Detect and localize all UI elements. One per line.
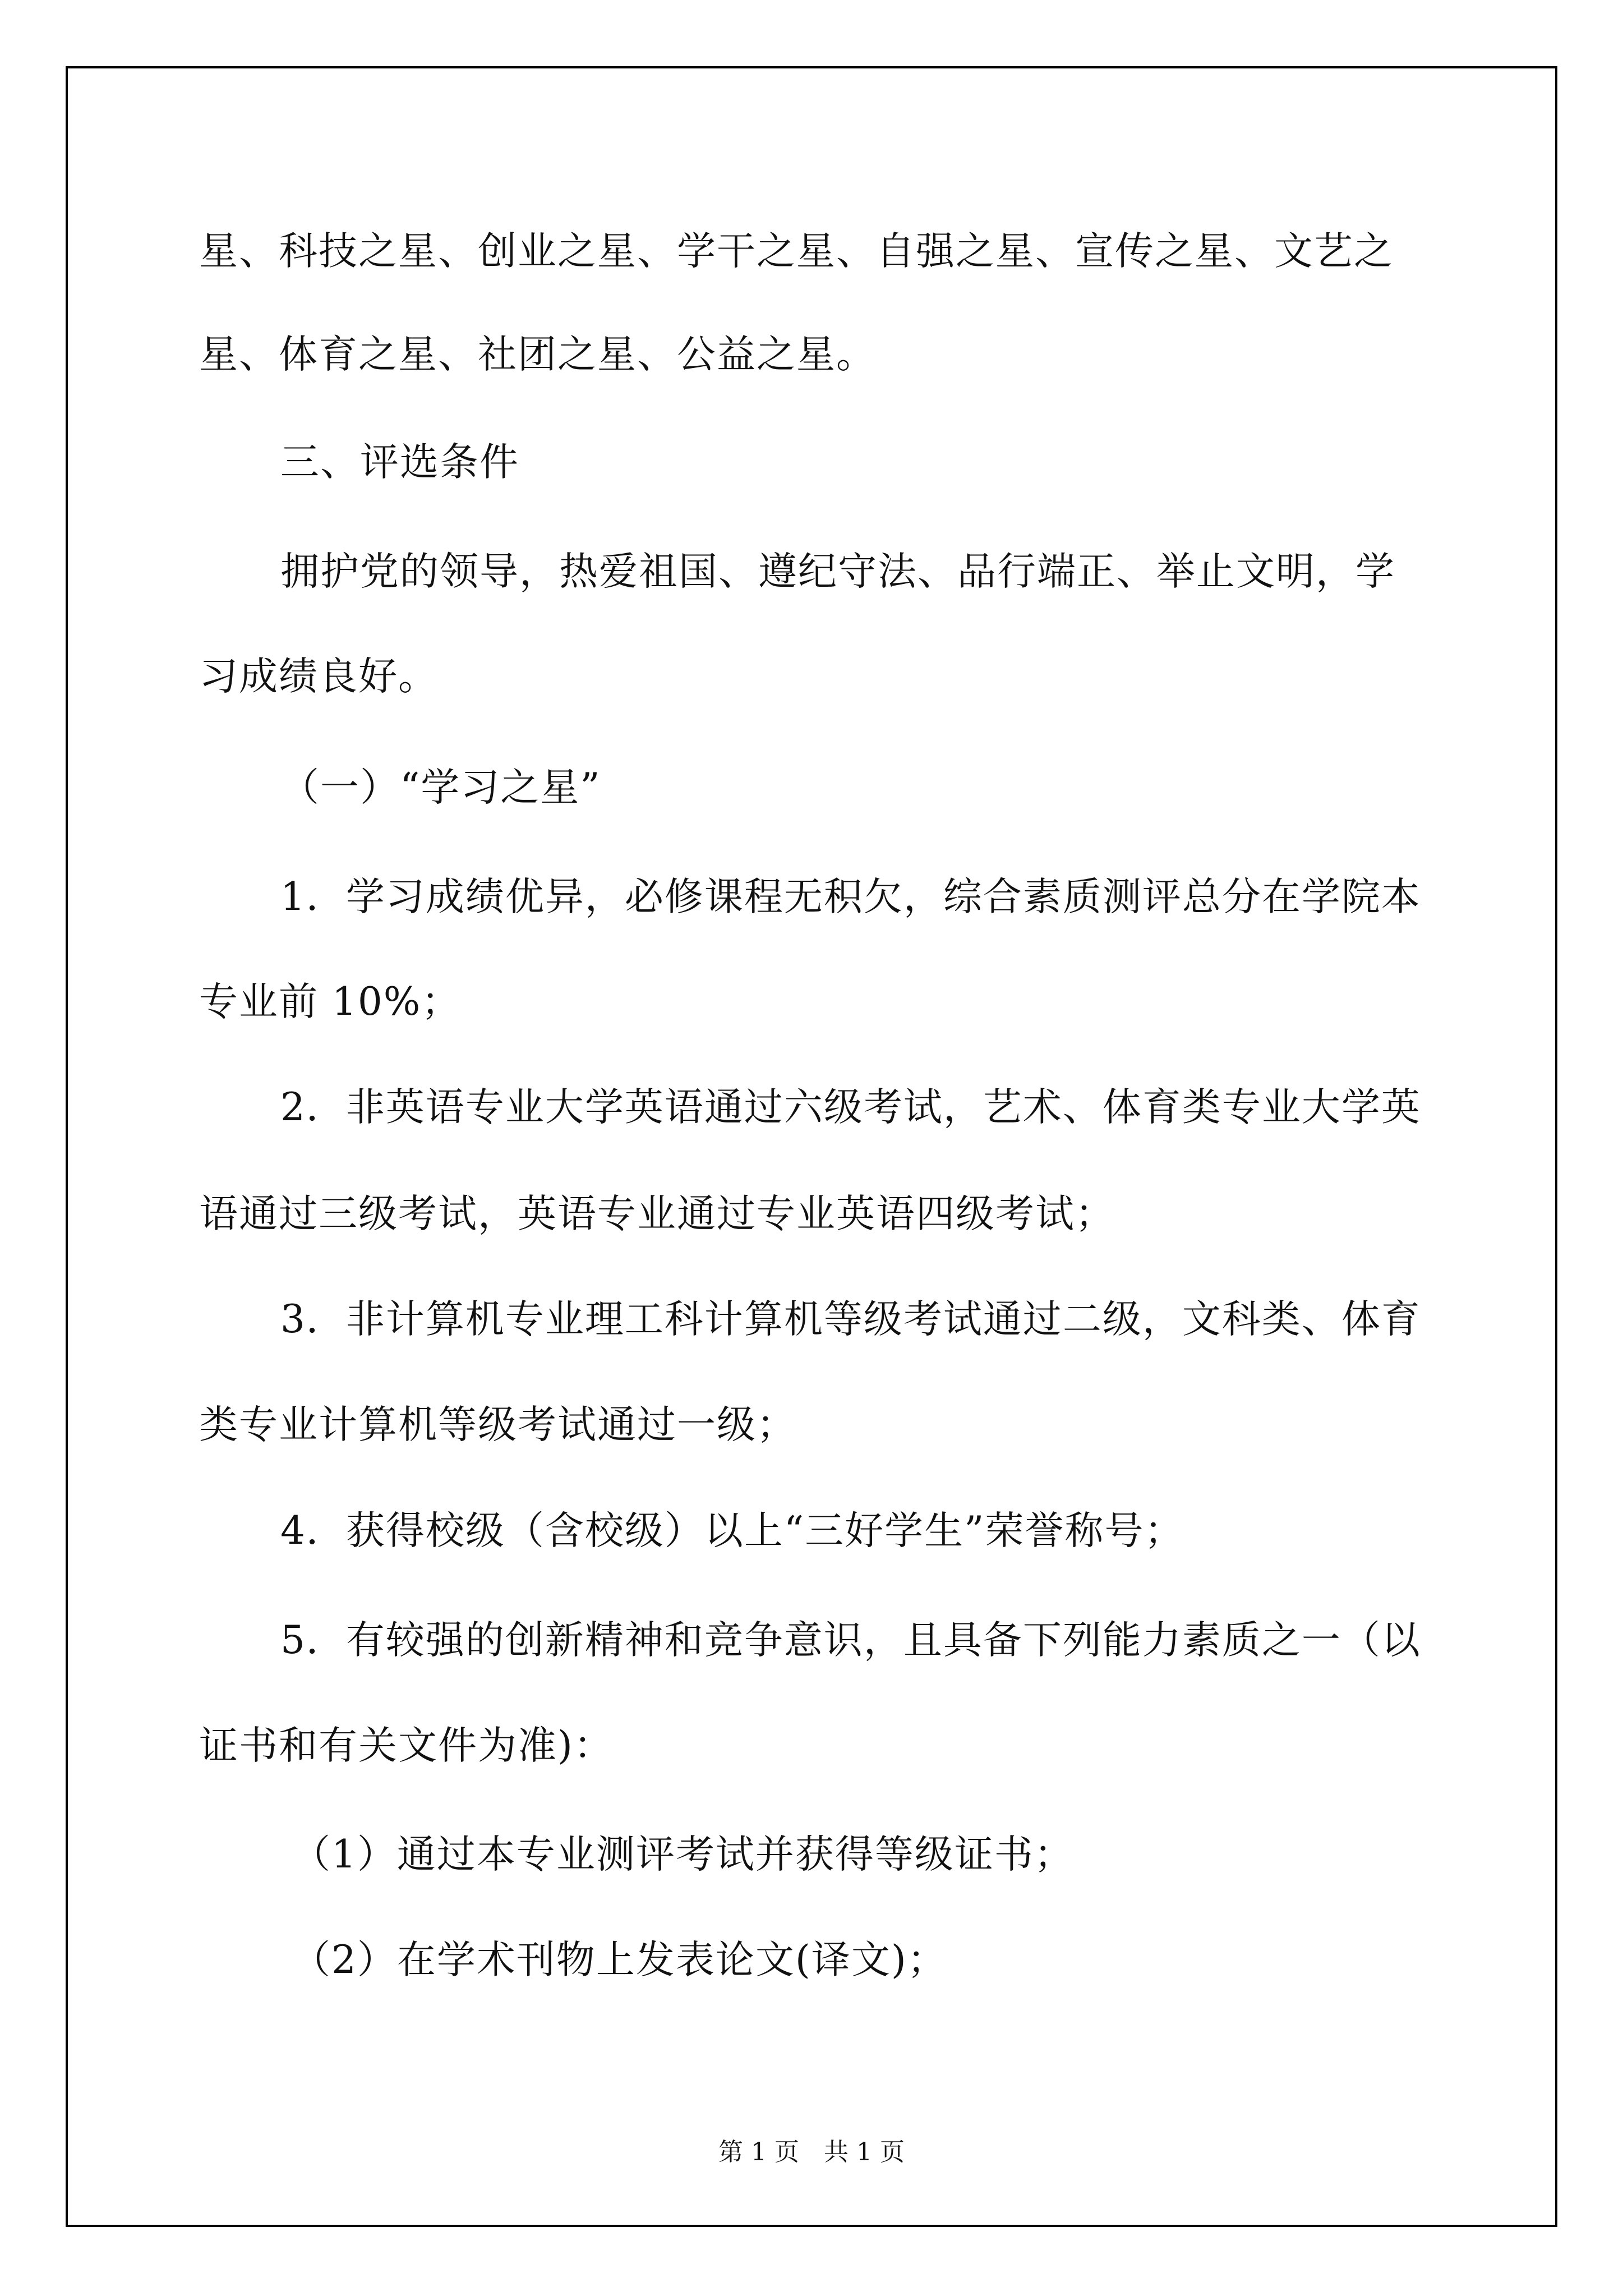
paragraph-line-1: 星、科技之星、创业之星、学干之星、自强之星、宣传之星、文艺之 xyxy=(199,229,1394,274)
list-item-2-line-1: 2．非英语专业大学英语通过六级考试，艺术、体育类专业大学英 xyxy=(280,1085,1421,1130)
sub-item-1: （1）通过本专业测评考试并获得等级证书； xyxy=(292,1832,1074,1877)
paragraph-line-3: 拥护党的领导，热爱祖国、遵纪守法、品行端正、举止文明，学 xyxy=(280,549,1395,594)
paragraph-line-2: 星、体育之星、社团之星、公益之星。 xyxy=(199,332,876,377)
list-item-1-line-2: 专业前 10%； xyxy=(199,979,462,1024)
page-footer: 第 1 页 共 1 页 xyxy=(718,2138,905,2166)
list-item-3-line-1: 3．非计算机专业理工科计算机等级考试通过二级，文科类、体育 xyxy=(280,1297,1421,1342)
page-border xyxy=(66,66,1557,2227)
paragraph-line-4: 习成绩良好。 xyxy=(199,654,438,699)
list-item-4: 4．获得校级（含校级）以上“三好学生”荣誉称号； xyxy=(280,1508,1184,1553)
list-item-5-line-2: 证书和有关文件为准)： xyxy=(199,1723,614,1768)
list-item-3-line-2: 类专业计算机等级考试通过一级； xyxy=(199,1402,796,1447)
list-item-5-line-1: 5．有较强的创新精神和竞争意识，且具备下列能力素质之一（以 xyxy=(280,1618,1421,1663)
list-item-2-line-2: 语通过三级考试，英语专业通过专业英语四级考试； xyxy=(199,1191,1115,1236)
subsection-heading: （一）“学习之星” xyxy=(280,765,601,810)
sub-item-2: （2）在学术刊物上发表论文(译文)； xyxy=(292,1938,947,1982)
list-item-1-line-1: 1．学习成绩优异，必修课程无积欠，综合素质测评总分在学院本 xyxy=(280,875,1421,919)
section-heading: 三、评选条件 xyxy=(280,440,519,485)
